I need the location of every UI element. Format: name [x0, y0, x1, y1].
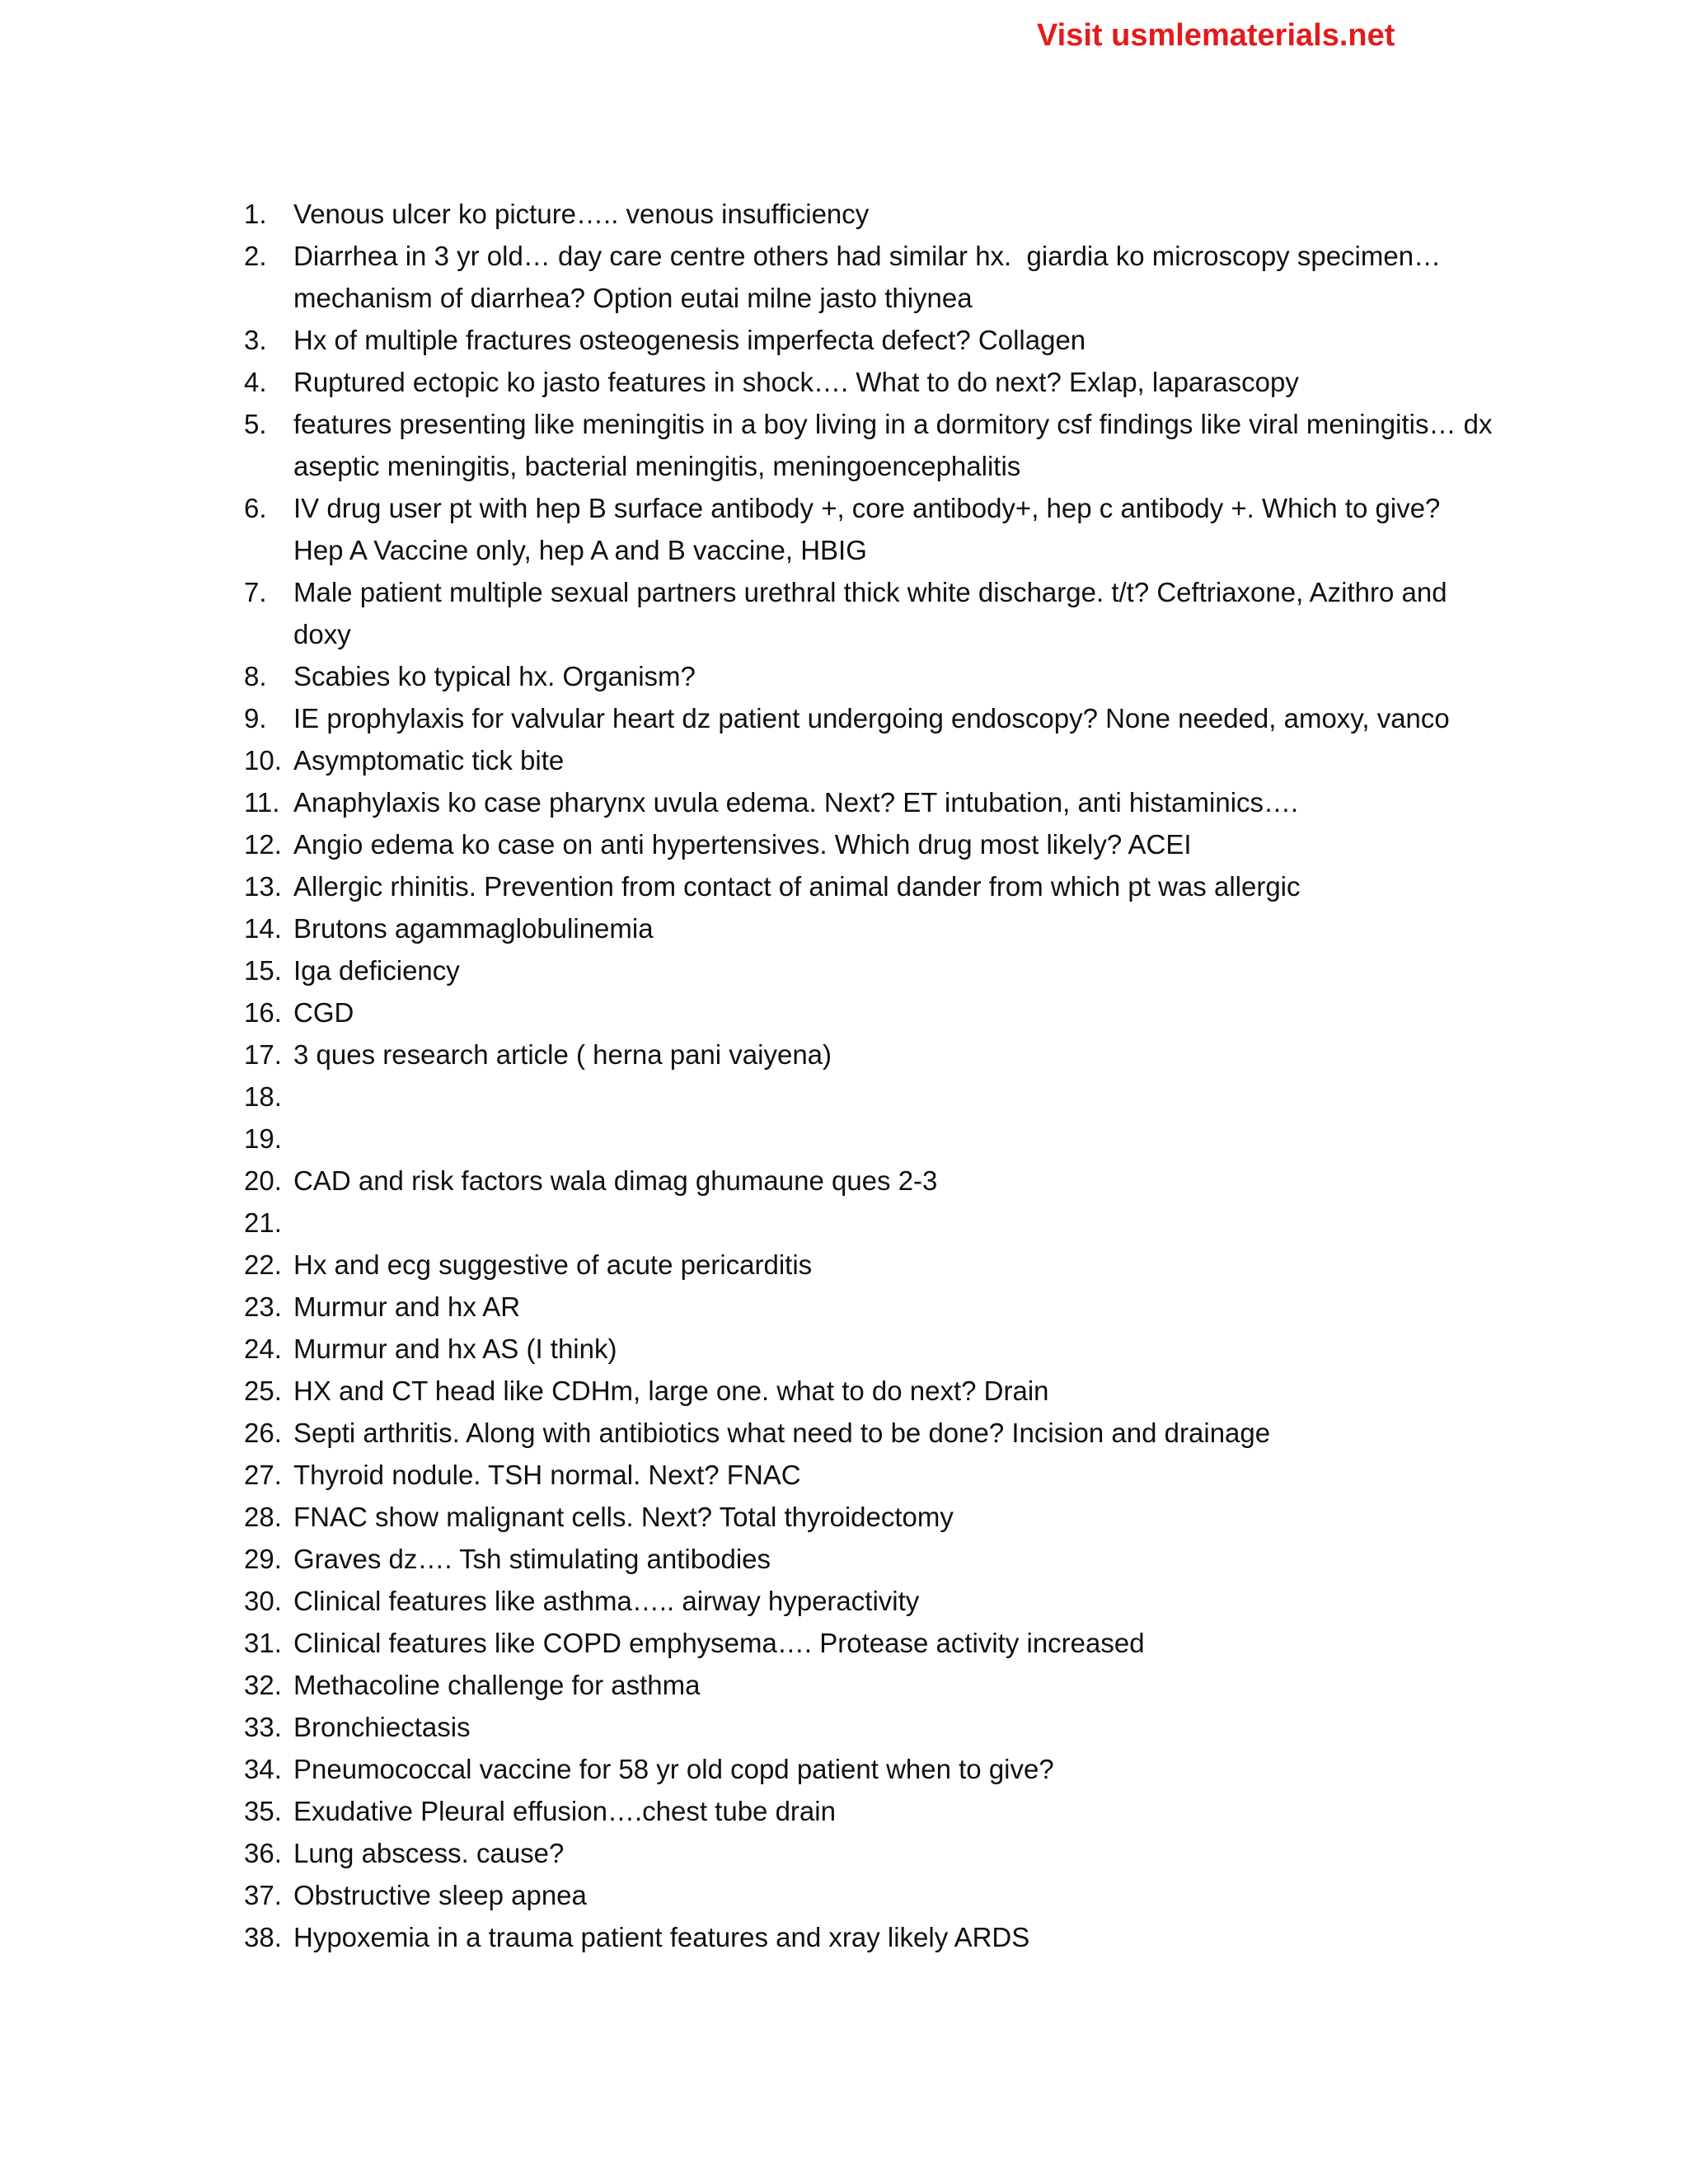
item-number: 5. — [244, 409, 267, 439]
item-text: Lung abscess. cause? — [293, 1838, 565, 1868]
list-item — [244, 1244, 1497, 1286]
item-text: IE prophylaxis for valvular heart dz patient undergoing endoscopy? None needed, amoxy, vanco — [293, 703, 1450, 733]
item-number: 2. — [244, 241, 267, 271]
item-text: HX and CT head like CDHm, large one. what to do next? Drain — [293, 1376, 1049, 1406]
item-number: 23. — [244, 1291, 282, 1322]
item-number: 6. — [244, 493, 267, 523]
item-number: 21. — [244, 1207, 282, 1238]
list-item — [244, 1706, 1497, 1748]
list-item — [244, 1622, 1497, 1664]
item-text: Hx and ecg suggestive of acute pericarditis — [293, 1249, 813, 1280]
item-text: Methacoline challenge for asthma — [293, 1670, 701, 1700]
list-item — [244, 1538, 1497, 1580]
item-number: 9. — [244, 703, 267, 733]
list-item — [244, 739, 1497, 781]
item-text: FNAC show malignant cells. Next? Total thyroidectomy — [293, 1502, 954, 1532]
item-number: 10. — [244, 745, 282, 776]
item-text: Obstructive sleep apnea — [293, 1880, 587, 1910]
item-text: Ruptured ectopic ko jasto features in shock…. What to do next? Exlap, laparascopy — [293, 367, 1299, 397]
item-text — [293, 1202, 1497, 1244]
item-text: Murmur and hx AR — [293, 1291, 521, 1322]
item-number: 22. — [244, 1249, 282, 1280]
item-number: 15. — [244, 955, 282, 986]
list-item — [244, 1328, 1497, 1370]
item-number: 24. — [244, 1333, 282, 1364]
item-number: 20. — [244, 1165, 282, 1196]
item-number: 27. — [244, 1460, 282, 1490]
item-text: Pneumococcal vaccine for 58 yr old copd patient when to give? — [293, 1754, 1054, 1784]
list-item — [244, 1454, 1497, 1496]
list-item — [244, 235, 1497, 319]
list-item — [244, 361, 1497, 403]
list-item — [244, 1160, 1497, 1202]
item-text: Iga deficiency — [293, 955, 460, 986]
item-number: 14. — [244, 913, 282, 944]
item-text: Angio edema ko case on anti hypertensives. Which drug most likely? ACEI — [293, 829, 1192, 860]
item-text: Graves dz…. Tsh stimulating antibodies — [293, 1544, 771, 1574]
list-item — [244, 1664, 1497, 1706]
list-item — [244, 1033, 1497, 1076]
item-number: 11. — [244, 787, 280, 818]
item-number: 3. — [244, 325, 267, 355]
list-item — [244, 823, 1497, 865]
item-text: Clinical features like asthma….. airway hyperactivity — [293, 1586, 920, 1616]
list-item — [244, 403, 1500, 487]
list-item — [244, 193, 1497, 235]
item-number: 25. — [244, 1376, 282, 1406]
item-text: Murmur and hx AS (I think) — [293, 1333, 617, 1364]
item-number: 12. — [244, 829, 282, 860]
item-number: 4. — [244, 367, 267, 397]
item-text: Scabies ko typical hx. Organism? — [293, 661, 696, 691]
list-item — [244, 1202, 1497, 1244]
item-number: 38. — [244, 1922, 282, 1952]
item-number: 34. — [244, 1754, 282, 1784]
item-number: 36. — [244, 1838, 282, 1868]
list-item — [244, 1118, 1497, 1160]
item-number: 1. — [244, 199, 267, 229]
item-text: Asymptomatic tick bite — [293, 745, 565, 776]
item-number: 17. — [244, 1039, 282, 1070]
item-number: 32. — [244, 1670, 282, 1700]
item-text — [293, 1076, 1497, 1118]
item-number: 18. — [244, 1081, 282, 1112]
list-item — [244, 1076, 1497, 1118]
item-text: Anaphylaxis ko case pharynx uvula edema. Next? ET intubation, anti histaminics…. — [293, 787, 1299, 818]
item-text: Male patient multiple sexual partners urethral thick white discharge. t/t? Ceftriaxone, Azithro and doxy — [293, 577, 1455, 649]
item-number: 16. — [244, 997, 282, 1028]
list-item — [244, 781, 1497, 823]
list-item — [244, 571, 1497, 655]
list-item — [244, 949, 1497, 991]
list-item — [244, 1790, 1497, 1832]
list-item — [244, 1832, 1497, 1874]
item-text: Septi arthritis. Along with antibiotics what need to be done? Incision and drainage — [293, 1418, 1271, 1448]
item-number: 37. — [244, 1880, 282, 1910]
item-text: IV drug user pt with hep B surface antibody +, core antibody+, hep c antibody +. Which to give? Hep A Vaccine only, hep A and B vaccine, HBIG — [293, 493, 1448, 565]
item-text — [293, 1118, 1497, 1160]
item-text: Allergic rhinitis. Prevention from contact of animal dander from which pt was allergic — [293, 871, 1301, 902]
list-item — [244, 1874, 1497, 1916]
item-text: Clinical features like COPD emphysema…. Protease activity increased — [293, 1628, 1145, 1658]
item-number: 30. — [244, 1586, 282, 1616]
list-item — [244, 655, 1497, 697]
item-number: 26. — [244, 1418, 282, 1448]
item-text: CAD and risk factors wala dimag ghumaune ques 2-3 — [293, 1165, 938, 1196]
item-text: Exudative Pleural effusion….chest tube drain — [293, 1796, 836, 1826]
item-number: 35. — [244, 1796, 282, 1826]
item-number: 13. — [244, 871, 282, 902]
item-text: Hypoxemia in a trauma patient features and xray likely ARDS — [293, 1922, 1030, 1952]
list-item — [244, 1748, 1497, 1790]
website-link[interactable]: Visit usmlematerials.net — [1037, 18, 1395, 53]
list-item — [244, 487, 1497, 571]
list-item — [244, 907, 1497, 949]
list-item — [244, 865, 1497, 907]
item-text: Venous ulcer ko picture….. venous insufficiency — [293, 199, 870, 229]
list-item — [244, 1580, 1497, 1622]
item-text: Hx of multiple fractures osteogenesis imperfecta defect? Collagen — [293, 325, 1086, 355]
list-item — [244, 991, 1497, 1033]
list-item — [244, 1412, 1497, 1454]
item-number: 29. — [244, 1544, 282, 1574]
list-item — [244, 1496, 1497, 1538]
item-text: Bronchiectasis — [293, 1712, 471, 1742]
item-text: Brutons agammaglobulinemia — [293, 913, 654, 944]
list-item — [244, 1916, 1497, 1958]
list-item — [244, 697, 1497, 739]
list-item — [244, 1286, 1497, 1328]
list-item — [244, 1370, 1497, 1412]
item-text: CGD — [293, 997, 354, 1028]
question-list — [244, 193, 1500, 1958]
item-text: 3 ques research article ( herna pani vaiyena) — [293, 1039, 832, 1070]
item-text: features presenting like meningitis in a boy living in a dormitory csf findings like viral meningitis… dx aseptic meningitis, bacterial meningitis, meningoencephalitis — [293, 409, 1500, 481]
item-number: 33. — [244, 1712, 282, 1742]
item-number: 28. — [244, 1502, 282, 1532]
item-text: Diarrhea in 3 yr old… day care centre others had similar hx. giardia ko microscopy specimen… mechanism of diarrhea? Option eutai milne jasto thiynea — [293, 241, 1449, 313]
item-number: 19. — [244, 1123, 282, 1154]
item-text: Thyroid nodule. TSH normal. Next? FNAC — [293, 1460, 801, 1490]
item-number: 8. — [244, 661, 267, 691]
list-item — [244, 319, 1497, 361]
item-number: 7. — [244, 577, 267, 607]
item-number: 31. — [244, 1628, 282, 1658]
